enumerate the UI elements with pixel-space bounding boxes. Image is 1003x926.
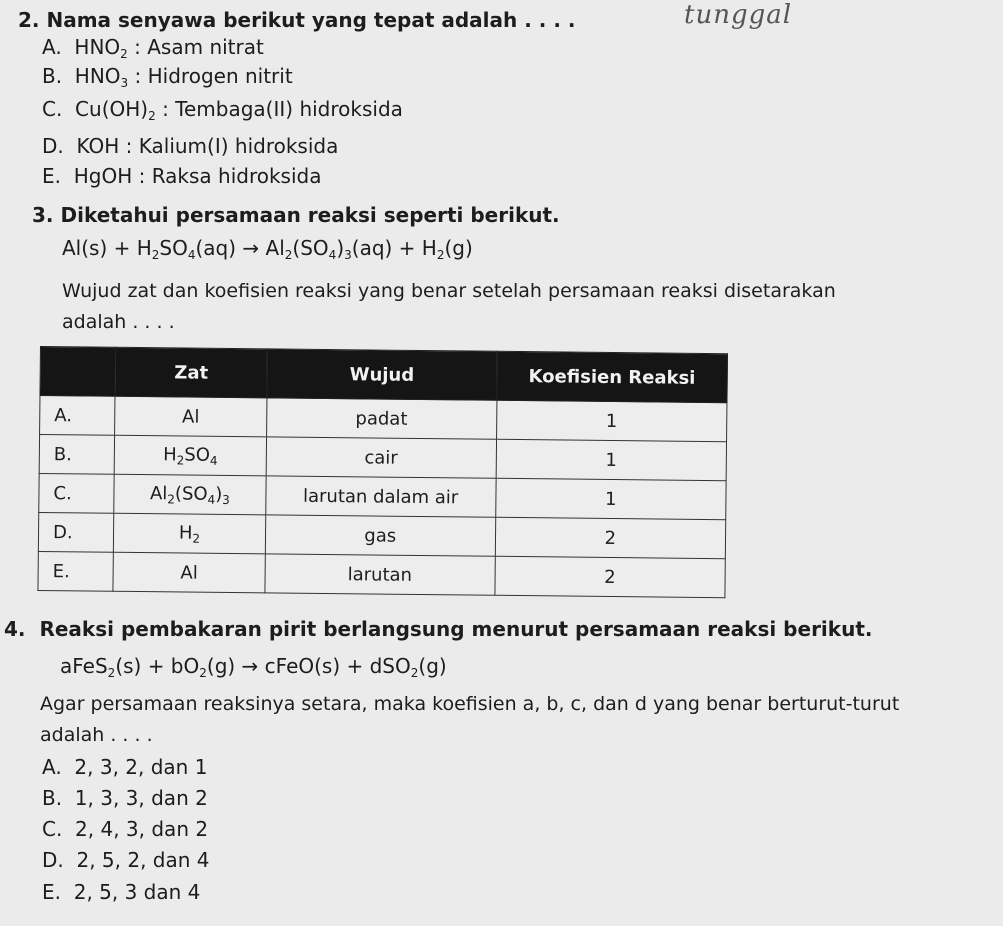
eq-part: (aq) + H (351, 236, 437, 260)
row-zat (114, 513, 266, 554)
q3-number: 3. (32, 203, 54, 227)
row-koef: 1 (495, 478, 726, 519)
table-header-cell: Koefisien Reaksi (497, 351, 728, 402)
eq-sub: 3 (344, 248, 352, 262)
row-zat (114, 435, 266, 476)
q2-option-a (42, 35, 264, 61)
row-letter: A. (40, 396, 116, 436)
zat-text: ) (215, 483, 223, 505)
eq-part: (g) → cFeO(s) + dSO (206, 654, 411, 678)
q2-option-e (42, 164, 321, 188)
q4-question-line1: Agar persamaan reaksinya setara, maka koefisien a, b, c, dan d yang benar berturut-turut (40, 693, 900, 715)
row-wujud: gas (265, 515, 495, 556)
table-row (38, 551, 725, 597)
q2-option-name: : Kalium(I) hidroksida (125, 134, 339, 158)
eq-sub: 2 (151, 248, 160, 262)
row-koef: 1 (496, 400, 727, 441)
table-header-row (40, 347, 727, 403)
eq-sub: 2 (107, 666, 116, 680)
eq-part: Al(s) + H (62, 236, 152, 260)
zat-sub: 4 (207, 492, 216, 507)
q3-question-line2: adalah . . . . (62, 311, 175, 333)
row-koef: 2 (495, 517, 726, 558)
q2-option-b (42, 64, 293, 90)
row-zat (114, 474, 266, 515)
q3-answer-table (37, 346, 728, 598)
q4-option-text: 2, 5, 2, dan 4 (76, 848, 210, 872)
q4-option-letter: E. (42, 880, 61, 904)
q2-option-c (42, 97, 403, 123)
q2-option-name: : Asam nitrat (134, 35, 264, 59)
q4-question-line2: adalah . . . . (40, 724, 153, 746)
eq-part: (s) + bO (115, 654, 200, 678)
q4-option-c (42, 817, 208, 841)
row-wujud: padat (266, 398, 496, 439)
q2-option-name: : Hidrogen nitrit (134, 64, 293, 88)
row-letter: B. (39, 435, 115, 475)
eq-sub: 2 (436, 248, 445, 262)
q4-equation (60, 654, 447, 680)
q2-text: Nama senyawa berikut yang tepat adalah . . . . (46, 8, 576, 32)
q2-option-subscript: 2 (120, 47, 128, 61)
q2-option-letter: D. (42, 134, 64, 158)
q2-option-name: : Tembaga(II) hidroksida (162, 97, 403, 121)
q3-equation (62, 236, 473, 262)
q2-option-letter: B. (42, 64, 63, 88)
zat-sub: 2 (192, 531, 201, 546)
row-zat (115, 396, 267, 437)
q4-option-letter: D. (42, 848, 64, 872)
eq-sub: 2 (199, 666, 207, 680)
q2-number: 2. (18, 8, 40, 32)
zat-text: Al (149, 482, 168, 504)
q4-option-text: 2, 3, 2, dan 1 (74, 755, 208, 779)
q2-option-subscript: 2 (148, 109, 156, 123)
q2-option-formula: KOH (76, 134, 120, 158)
q2-option-subscript: 3 (120, 76, 129, 90)
q4-number: 4. (4, 617, 26, 641)
q4-option-letter: A. (42, 755, 62, 779)
q4-option-b (42, 786, 208, 810)
zat-sub: 4 (209, 453, 218, 468)
row-zat (113, 552, 265, 593)
q4-option-a (42, 755, 207, 779)
zat-text: Al (182, 405, 200, 428)
q4-option-e (42, 880, 200, 904)
q2-option-formula: Cu(OH) (75, 97, 149, 121)
q2-option-letter: C. (42, 97, 63, 121)
eq-sub: 2 (410, 666, 419, 680)
q2-option-name: : Raksa hidroksida (138, 164, 322, 188)
eq-part: (aq) → Al (195, 236, 285, 260)
q2-option-formula: HgOH (73, 164, 133, 188)
q4-text: Reaksi pembakaran pirit berlangsung menurut persamaan reaksi berikut. (39, 617, 873, 641)
eq-part: (SO (292, 236, 329, 260)
q3-header (32, 203, 560, 227)
eq-part: SO (159, 236, 188, 260)
eq-sub: 2 (284, 248, 293, 262)
q3-text: Diketahui persamaan reaksi seperti berikut. (60, 203, 560, 227)
row-letter: E. (38, 551, 114, 591)
q2-option-d (42, 134, 338, 158)
zat-sub: 3 (222, 492, 230, 507)
row-koef: 1 (496, 439, 727, 480)
q2-option-letter: E. (42, 164, 61, 188)
zat-text: SO (184, 444, 211, 466)
zat-sub: 2 (167, 491, 176, 506)
zat-text: (SO (174, 482, 208, 505)
q2-option-letter: A. (42, 35, 62, 59)
q4-option-text: 2, 5, 3 dan 4 (73, 880, 201, 904)
q4-option-d (42, 848, 210, 872)
row-wujud: larutan dalam air (266, 476, 496, 517)
q4-option-letter: C. (42, 817, 63, 841)
eq-part: (g) (418, 654, 447, 678)
eq-part: aFeS (60, 654, 108, 678)
q3-question-line1: Wujud zat dan koefisien reaksi yang benar setelah persamaan reaksi disetarakan (62, 280, 836, 302)
eq-part: (g) (444, 236, 473, 260)
table-header-cell (40, 347, 116, 397)
q2-option-formula: HNO (74, 35, 121, 59)
row-letter: D. (38, 512, 114, 552)
zat-sub: 2 (176, 452, 185, 468)
handwritten-note: tunggal (684, 0, 793, 30)
eq-part: ) (336, 236, 345, 260)
q2-option-formula: HNO (74, 64, 121, 88)
q4-option-text: 1, 3, 3, dan 2 (74, 786, 208, 810)
table-header-cell: Zat (115, 347, 267, 398)
table-header-cell: Wujud (267, 349, 497, 400)
zat-text: H (178, 521, 193, 544)
eq-sub: 4 (187, 248, 196, 262)
zat-text: H (163, 443, 177, 465)
eq-sub: 4 (328, 248, 337, 262)
q2-header (18, 8, 576, 32)
zat-text: Al (180, 561, 198, 584)
row-letter: C. (39, 473, 115, 513)
row-wujud: cair (266, 437, 496, 478)
q4-option-text: 2, 4, 3, dan 2 (75, 817, 209, 841)
q4-header (4, 617, 872, 641)
q4-option-letter: B. (42, 786, 63, 810)
row-wujud: larutan (265, 554, 495, 595)
row-koef: 2 (495, 556, 726, 597)
